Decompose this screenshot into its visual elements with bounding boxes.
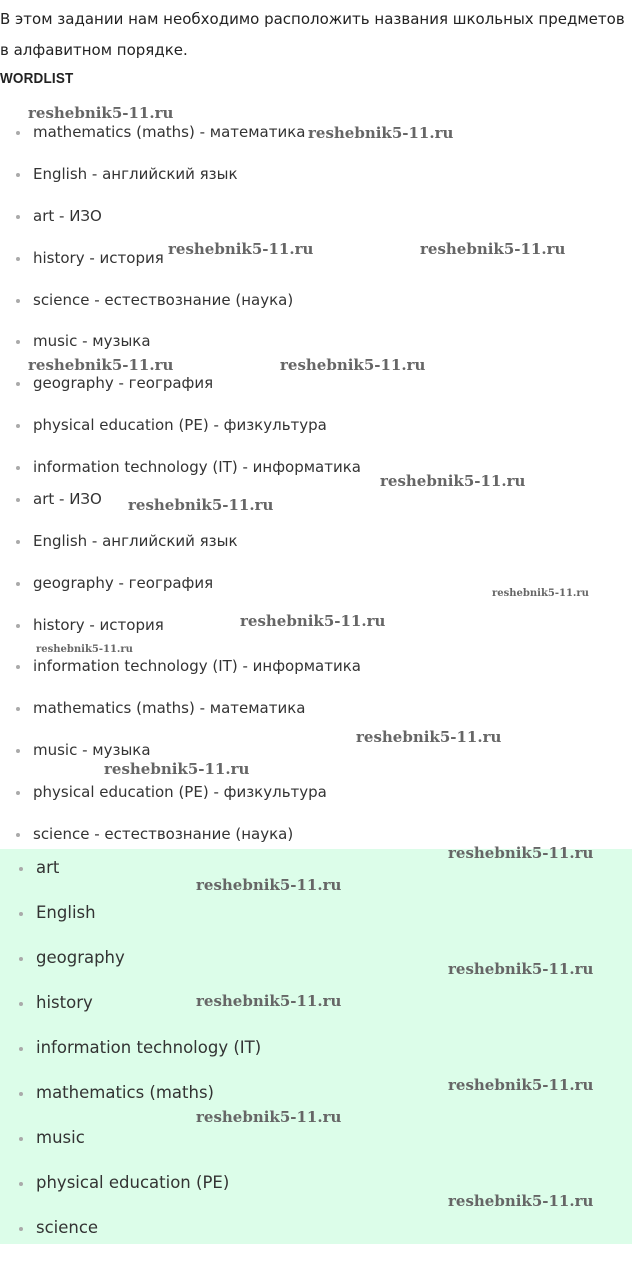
list-item: information technology (IT) - информатика bbox=[33, 657, 361, 675]
watermark: reshebnik5-11.ru bbox=[240, 612, 386, 630]
watermark: reshebnik5-11.ru bbox=[448, 1192, 594, 1210]
watermark: reshebnik5-11.ru bbox=[380, 472, 526, 490]
watermark: reshebnik5-11.ru bbox=[356, 728, 502, 746]
list-item: science - естествознание (наука) bbox=[33, 825, 294, 843]
list-item: music - музыка bbox=[33, 332, 151, 350]
list-item: music - музыка bbox=[33, 741, 151, 759]
answer-item: physical education (PE) bbox=[36, 1173, 230, 1192]
answer-item: geography bbox=[36, 948, 125, 967]
watermark: reshebnik5-11.ru bbox=[104, 760, 250, 778]
watermark: reshebnik5-11.ru bbox=[448, 960, 594, 978]
watermark: reshebnik5-11.ru bbox=[196, 876, 342, 894]
list-item: mathematics (maths) - математика bbox=[33, 699, 306, 717]
list-item: English - английский язык bbox=[33, 532, 238, 550]
list-item: mathematics (maths) - математика bbox=[33, 123, 306, 141]
watermark: reshebnik5-11.ru bbox=[196, 1108, 342, 1126]
answer-item: information technology (IT) bbox=[36, 1038, 262, 1057]
list-item: art - ИЗО bbox=[33, 490, 102, 508]
list-item: history - история bbox=[33, 249, 164, 267]
intro-text bbox=[0, 4, 632, 66]
answer-item: art bbox=[36, 858, 60, 877]
list-item: geography - география bbox=[33, 374, 214, 392]
answer-item: mathematics (maths) bbox=[36, 1083, 214, 1102]
watermark: reshebnik5-11.ru bbox=[420, 240, 566, 258]
watermark: reshebnik5-11.ru bbox=[308, 124, 454, 142]
watermark: reshebnik5-11.ru bbox=[492, 588, 589, 599]
intro-line-1: В этом задании нам необходимо расположить названия школьных предметов bbox=[0, 10, 625, 28]
list-item: English - английский язык bbox=[33, 165, 238, 183]
list-item: art - ИЗО bbox=[33, 207, 102, 225]
list-item: geography - география bbox=[33, 574, 214, 592]
watermark: reshebnik5-11.ru bbox=[36, 644, 133, 655]
list-item: information technology (IT) - информатика bbox=[33, 458, 361, 476]
wordlist-heading: WORDLIST bbox=[0, 70, 74, 87]
watermark: reshebnik5-11.ru bbox=[448, 844, 594, 862]
watermark: reshebnik5-11.ru bbox=[280, 356, 426, 374]
intro-line-2: в алфавитном порядке. bbox=[0, 41, 188, 59]
answer-item: music bbox=[36, 1128, 85, 1147]
answer-item: science bbox=[36, 1218, 99, 1237]
answer-box bbox=[0, 849, 632, 1244]
answer-item: history bbox=[36, 993, 93, 1012]
watermark: reshebnik5-11.ru bbox=[28, 104, 174, 122]
watermark: reshebnik5-11.ru bbox=[196, 992, 342, 1010]
watermark: reshebnik5-11.ru bbox=[448, 1076, 594, 1094]
answer-item: English bbox=[36, 903, 96, 922]
watermark: reshebnik5-11.ru bbox=[28, 356, 174, 374]
list-item: physical education (PE) - физкультура bbox=[33, 416, 327, 434]
list-item: history - история bbox=[33, 616, 164, 634]
watermark: reshebnik5-11.ru bbox=[128, 496, 274, 514]
watermark: reshebnik5-11.ru bbox=[168, 240, 314, 258]
list-item: physical education (PE) - физкультура bbox=[33, 783, 327, 801]
list-item: science - естествознание (наука) bbox=[33, 291, 294, 309]
